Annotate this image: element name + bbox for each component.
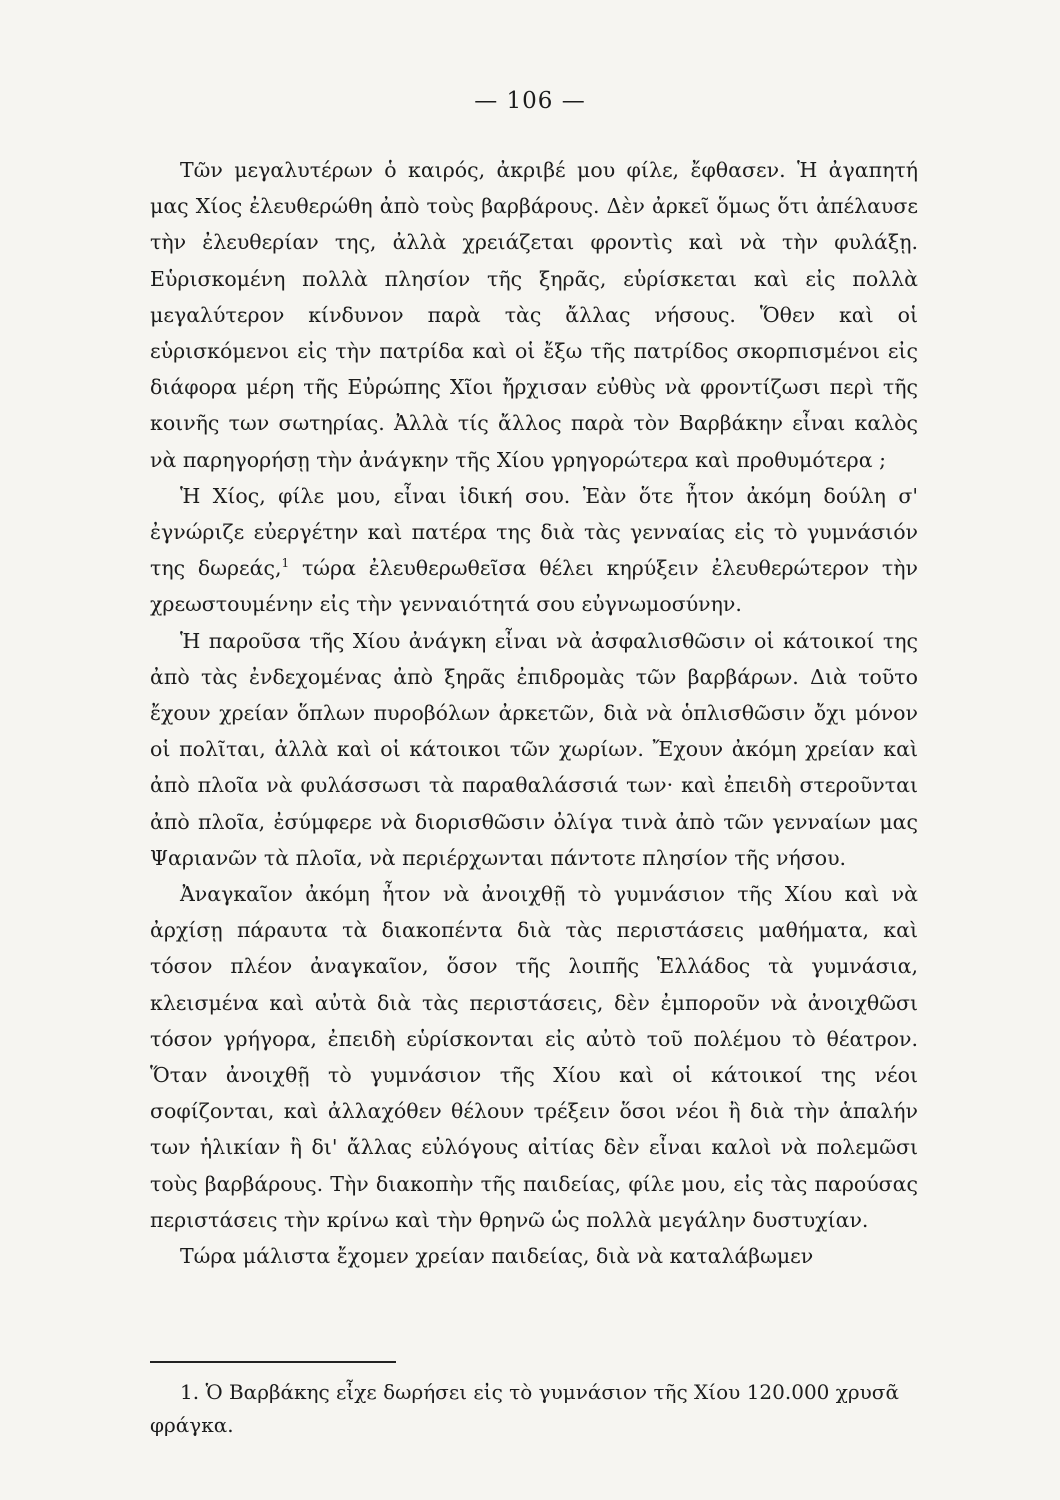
footnotes	[150, 1376, 918, 1442]
paragraph-2-after-ref: τώρα ἐλευθερωθεῖσα θέλει κηρύξειν ἐλευθερώτερον τὴν χρεωστουμένην εἰς τὴν γενναιότητά σου εὐγνωμοσύνην.	[150, 556, 918, 617]
body-text	[150, 152, 918, 1274]
paragraph-2-before-ref: Ἡ Χίος, φίλε μου, εἶναι ἰδική σου. Ἐὰν ὅτε ἦτον ἀκόμη δούλη σ' ἐγνώριζε εὐεργέτην καὶ πατέρα της διὰ τὰς γενναίας εἰς τὸ γυμνάσιόν της δωρεάς,	[150, 483, 918, 581]
footnote-1: 1. Ὁ Βαρβάκης εἶχε δωρήσει εἰς τὸ γυμνάσιον τῆς Χίου 120.000 χρυσᾶ φράγκα.	[150, 1380, 899, 1437]
paragraph-5: Τώρα μάλιστα ἔχομεν χρείαν παιδείας, διὰ νὰ καταλάβωμεν	[180, 1244, 814, 1269]
footnote-divider	[150, 1361, 396, 1363]
page-number: — 106 —	[474, 88, 586, 114]
paragraph-2	[150, 478, 918, 623]
paragraph-1: Τῶν μεγαλυτέρων ὁ καιρός, ἀκριβέ μου φίλε, ἔφθασεν. Ἡ ἀγαπητή μας Χίος ἐλευθερώθη ἀπὸ τοὺς βαρβάρους. Δὲν ἀρκεῖ ὅμως ὅτι ἀπέλαυσε τὴν ἐλευθερίαν της, ἀλλὰ χρειάζεται φροντὶς καὶ νὰ τὴν φυλάξῃ. Εὑρισκομένη πολλὰ πλησίον τῆς ξηρᾶς, εὑρίσκεται καὶ εἰς πολλὰ μεγαλύτερον κίνδυνον παρὰ τὰς ἄλλας νήσους. Ὅθεν καὶ οἱ εὑρισκόμενοι εἰς τὴν πατρίδα καὶ οἱ ἔξω τῆς πατρίδος σκορπισμένοι εἰς διάφορα μέρη τῆς Εὐρώπης Χῖοι ἤρχισαν εὐθὺς νὰ φροντίζωσι περὶ τῆς κοινῆς των σωτηρίας. Ἀλλὰ τίς ἄλλος παρὰ τὸν Βαρβάκην εἶναι καλὸς νὰ παρηγορήσῃ τὴν ἀνάγκην τῆς Χίου γρηγορώτερα καὶ προθυμότερα ;	[150, 158, 918, 472]
paragraph-3: Ἡ παροῦσα τῆς Χίου ἀνάγκη εἶναι νὰ ἀσφαλισθῶσιν οἱ κάτοικοί της ἀπὸ τὰς ἐνδεχομένας ἀπὸ ξηρᾶς ἐπιδρομὰς τῶν βαρβάρων. Διὰ τοῦτο ἔχουν χρείαν ὅπλων πυροβόλων ἀρκετῶν, διὰ νὰ ὁπλισθῶσιν ὄχι μόνον οἱ πολῖται, ἀλλὰ καὶ οἱ κάτοικοι τῶν χωρίων. Ἔχουν ἀκόμη χρείαν καὶ ἀπὸ πλοῖα νὰ φυλάσσωσι τὰ παραθαλάσσιά των· καὶ ἐπειδὴ στεροῦνται ἀπὸ πλοῖα, ἐσύμφερε νὰ διορισθῶσιν ὀλίγα τινὰ ἀπὸ τῶν γενναίων μας Ψαριανῶν τὰ πλοῖα, νὰ περιέρχωνται πάντοτε πλησίον τῆς νήσου.	[150, 628, 918, 870]
footnote-reference: 1	[281, 556, 290, 571]
paragraph-4: Ἀναγκαῖον ἀκόμη ἦτον νὰ ἀνοιχθῇ τὸ γυμνάσιον τῆς Χίου καὶ νὰ ἀρχίσῃ πάραυτα τὰ διακοπέντα διὰ τὰς περιστάσεις μαθήματα, καὶ τόσον πλέον ἀναγκαῖον, ὅσον τῆς λοιπῆς Ἑλλάδος τὰ γυμνάσια, κλεισμένα καὶ αὐτὰ διὰ τὰς περιστάσεις, δὲν ἐμποροῦν νὰ ἀνοιχθῶσι τόσον γρήγορα, ἐπειδὴ εὑρίσκονται εἰς αὐτὸ τοῦ πολέμου τὸ θέατρον. Ὅταν ἀνοιχθῇ τὸ γυμνάσιον τῆς Χίου καὶ οἱ κάτοικοί της νέοι σοφίζονται, καὶ ἀλλαχόθεν θέλουν τρέξειν ὅσοι νέοι ἢ διὰ τὴν ἁπαλήν των ἡλικίαν ἢ δι' ἄλλας εὐλόγους αἰτίας δὲν εἶναι καλοὶ νὰ πολεμῶσι τοὺς βαρβάρους. Τὴν διακοπὴν τῆς παιδείας, φίλε μου, εἰς τὰς παρούσας περιστάσεις τὴν κρίνω καὶ τὴν θρηνῶ ὡς πολλὰ μεγάλην δυστυχίαν.	[150, 882, 918, 1232]
